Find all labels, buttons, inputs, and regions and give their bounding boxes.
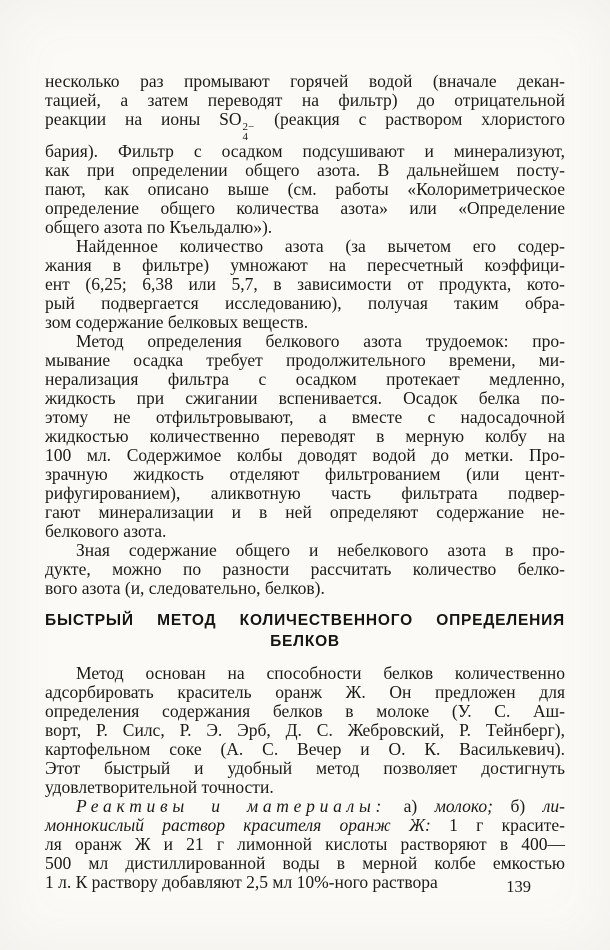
text-line bbox=[45, 816, 565, 835]
text-segment: БЕЛКОВ bbox=[270, 632, 340, 650]
text-segment: Реактивы и материалы: bbox=[76, 795, 387, 816]
text-line bbox=[45, 427, 565, 446]
text-segment: адсорбировать краситель оранж Ж. Он предложен для bbox=[45, 681, 565, 702]
text-segment: картофельном соке (А. С. Вечер и О. К. Василькевич). bbox=[45, 738, 565, 759]
text-line bbox=[45, 759, 565, 778]
text-line bbox=[45, 740, 565, 759]
text-line bbox=[45, 237, 565, 256]
text-segment: молоко; bbox=[434, 795, 493, 816]
text-segment: ли- bbox=[542, 795, 565, 816]
text-line bbox=[45, 199, 565, 218]
text-segment: рый подвергается исследованию), получая таким обра- bbox=[45, 292, 565, 313]
text-line bbox=[45, 721, 565, 740]
text-segment: Этот быстрый и удобный метод позволяет достигнуть bbox=[45, 757, 565, 778]
text-segment: определение общего количества азота» или «Определение bbox=[45, 197, 565, 218]
paragraph bbox=[45, 332, 565, 541]
text-segment: БЫСТРЫЙ МЕТОД КОЛИЧЕСТВЕННОГО ОПРЕДЕЛЕНИЯ bbox=[45, 611, 565, 629]
text-segment: зом содержание белковых веществ. bbox=[45, 311, 309, 332]
text-line bbox=[45, 797, 565, 816]
text-segment: нерализация фильтра с осадком протекает медленно, bbox=[45, 368, 565, 389]
text-segment: Метод основан на способности белков количественно bbox=[76, 662, 565, 683]
text-line bbox=[45, 873, 565, 892]
paragraph bbox=[45, 72, 565, 237]
text-segment: бария). Фильтр с осадком подсушивают и минерализуют, bbox=[45, 140, 565, 161]
text-line bbox=[45, 631, 565, 652]
text-line bbox=[45, 313, 565, 332]
text-segment: 1 л. К раствору добавляют 2,5 мл 10%-ного раствора bbox=[45, 871, 438, 892]
page-number: 139 bbox=[506, 877, 531, 896]
text-segment: б) bbox=[492, 795, 543, 816]
text-segment: реакции на ионы SO bbox=[45, 109, 242, 129]
text-line bbox=[45, 835, 565, 854]
text-segment: 1 г красите- bbox=[430, 814, 565, 835]
text-line bbox=[45, 91, 565, 110]
paragraph bbox=[45, 797, 565, 892]
text-line bbox=[45, 408, 565, 427]
subscript-index: 4 bbox=[242, 130, 249, 143]
text-line bbox=[45, 579, 565, 598]
text-line bbox=[45, 702, 565, 721]
text-segment: несколько раз промывают горячей водой (вначале декан- bbox=[45, 71, 565, 91]
text-segment: ент (6,25; 6,38 или 5,7, в зависимости от продукта, кото- bbox=[45, 273, 565, 294]
text-line bbox=[45, 351, 565, 370]
paragraph bbox=[45, 664, 565, 797]
paragraph bbox=[45, 237, 565, 332]
text-line bbox=[45, 72, 565, 91]
text-line bbox=[45, 854, 565, 873]
text-line bbox=[45, 610, 565, 631]
text-segment: зрачную жидкость отделяют фильтрованием (или цент- bbox=[45, 463, 565, 484]
text-line bbox=[45, 256, 565, 275]
text-segment: общего азота по Къельдалю»). bbox=[45, 216, 273, 237]
text-segment: (реакция с раствором хлористого bbox=[255, 109, 566, 129]
text-line bbox=[45, 683, 565, 702]
text-line bbox=[45, 560, 565, 579]
text-segment: тацией, а затем переводят на фильтр) до отрицательной bbox=[45, 90, 565, 110]
text-line bbox=[45, 218, 565, 237]
text-segment: моннокислый раствор красителя оранж Ж: bbox=[45, 814, 431, 835]
text-line bbox=[45, 446, 565, 465]
text-segment: рифугированием), аликвотную часть фильтрата подвер- bbox=[45, 482, 565, 503]
text-segment: Зная содержание общего и небелкового азота в про- bbox=[76, 539, 565, 560]
text-segment: как при определении общего азота. В дальнейшем посту- bbox=[45, 159, 565, 180]
text-segment: 100 мл. Содержимое колбы доводят водой до метки. Про- bbox=[45, 444, 565, 465]
text-line bbox=[45, 484, 565, 503]
text-line bbox=[45, 465, 565, 484]
text-segment: гают минерализации и в ней определяют содержание не- bbox=[45, 501, 565, 522]
text-segment: жания в фильтре) умножают на пересчетный коэффици- bbox=[45, 254, 565, 275]
text-line bbox=[45, 778, 565, 797]
text-segment: этому не отфильтровывают, а вместе с надосадочной bbox=[45, 406, 565, 427]
text-line bbox=[45, 294, 565, 313]
text-segment: Метод определения белкового азота трудоемок: про- bbox=[76, 330, 565, 351]
text-segment: мывание осадка требует продолжительного времени, ми- bbox=[45, 349, 565, 370]
text-segment: ворт, Р. Силс, Р. Э. Эрб, Д. С. Жебровский, Р. Тейнберг), bbox=[45, 719, 565, 740]
text-line bbox=[45, 370, 565, 389]
text-line bbox=[45, 180, 565, 199]
text-line bbox=[45, 142, 565, 161]
text-segment: удовлетворительной точности. bbox=[45, 776, 274, 797]
text-column bbox=[45, 72, 565, 892]
text-segment: ля оранж Ж и 21 г лимонной кислоты растворяют в 400— bbox=[45, 833, 565, 854]
text-line bbox=[45, 389, 565, 408]
text-segment: пают, как описано выше (см. работы «Колориметрическое bbox=[45, 178, 565, 199]
text-line bbox=[45, 161, 565, 180]
text-line bbox=[45, 664, 565, 683]
text-line bbox=[45, 332, 565, 351]
text-segment: Найденное количество азота (за вычетом его содер- bbox=[76, 235, 565, 256]
text-segment: 500 мл дистиллированной воды в мерной колбе емкостью bbox=[45, 852, 565, 873]
text-segment: белкового азота. bbox=[45, 520, 167, 541]
text-segment: определения содержания белков в молоке (У. С. Аш- bbox=[45, 700, 565, 721]
text-line bbox=[45, 503, 565, 522]
sulfate-ion-supsub bbox=[243, 122, 255, 142]
paragraph bbox=[45, 541, 565, 598]
section-heading bbox=[45, 610, 565, 652]
text-line bbox=[45, 522, 565, 541]
superscript-charge: 2− bbox=[242, 120, 255, 133]
text-segment: жидкость при сжигании вспенивается. Осадок белка по- bbox=[45, 387, 565, 408]
text-segment: дукте, можно по разности рассчитать количество белко- bbox=[45, 558, 565, 579]
text-line bbox=[45, 275, 565, 294]
text-line bbox=[45, 110, 565, 142]
text-line bbox=[45, 541, 565, 560]
text-segment: жидкостью количественно переводят в мерную колбу на bbox=[45, 425, 565, 446]
text-segment: вого азота (и, следовательно, белков). bbox=[45, 577, 325, 598]
text-segment: а) bbox=[386, 795, 435, 816]
